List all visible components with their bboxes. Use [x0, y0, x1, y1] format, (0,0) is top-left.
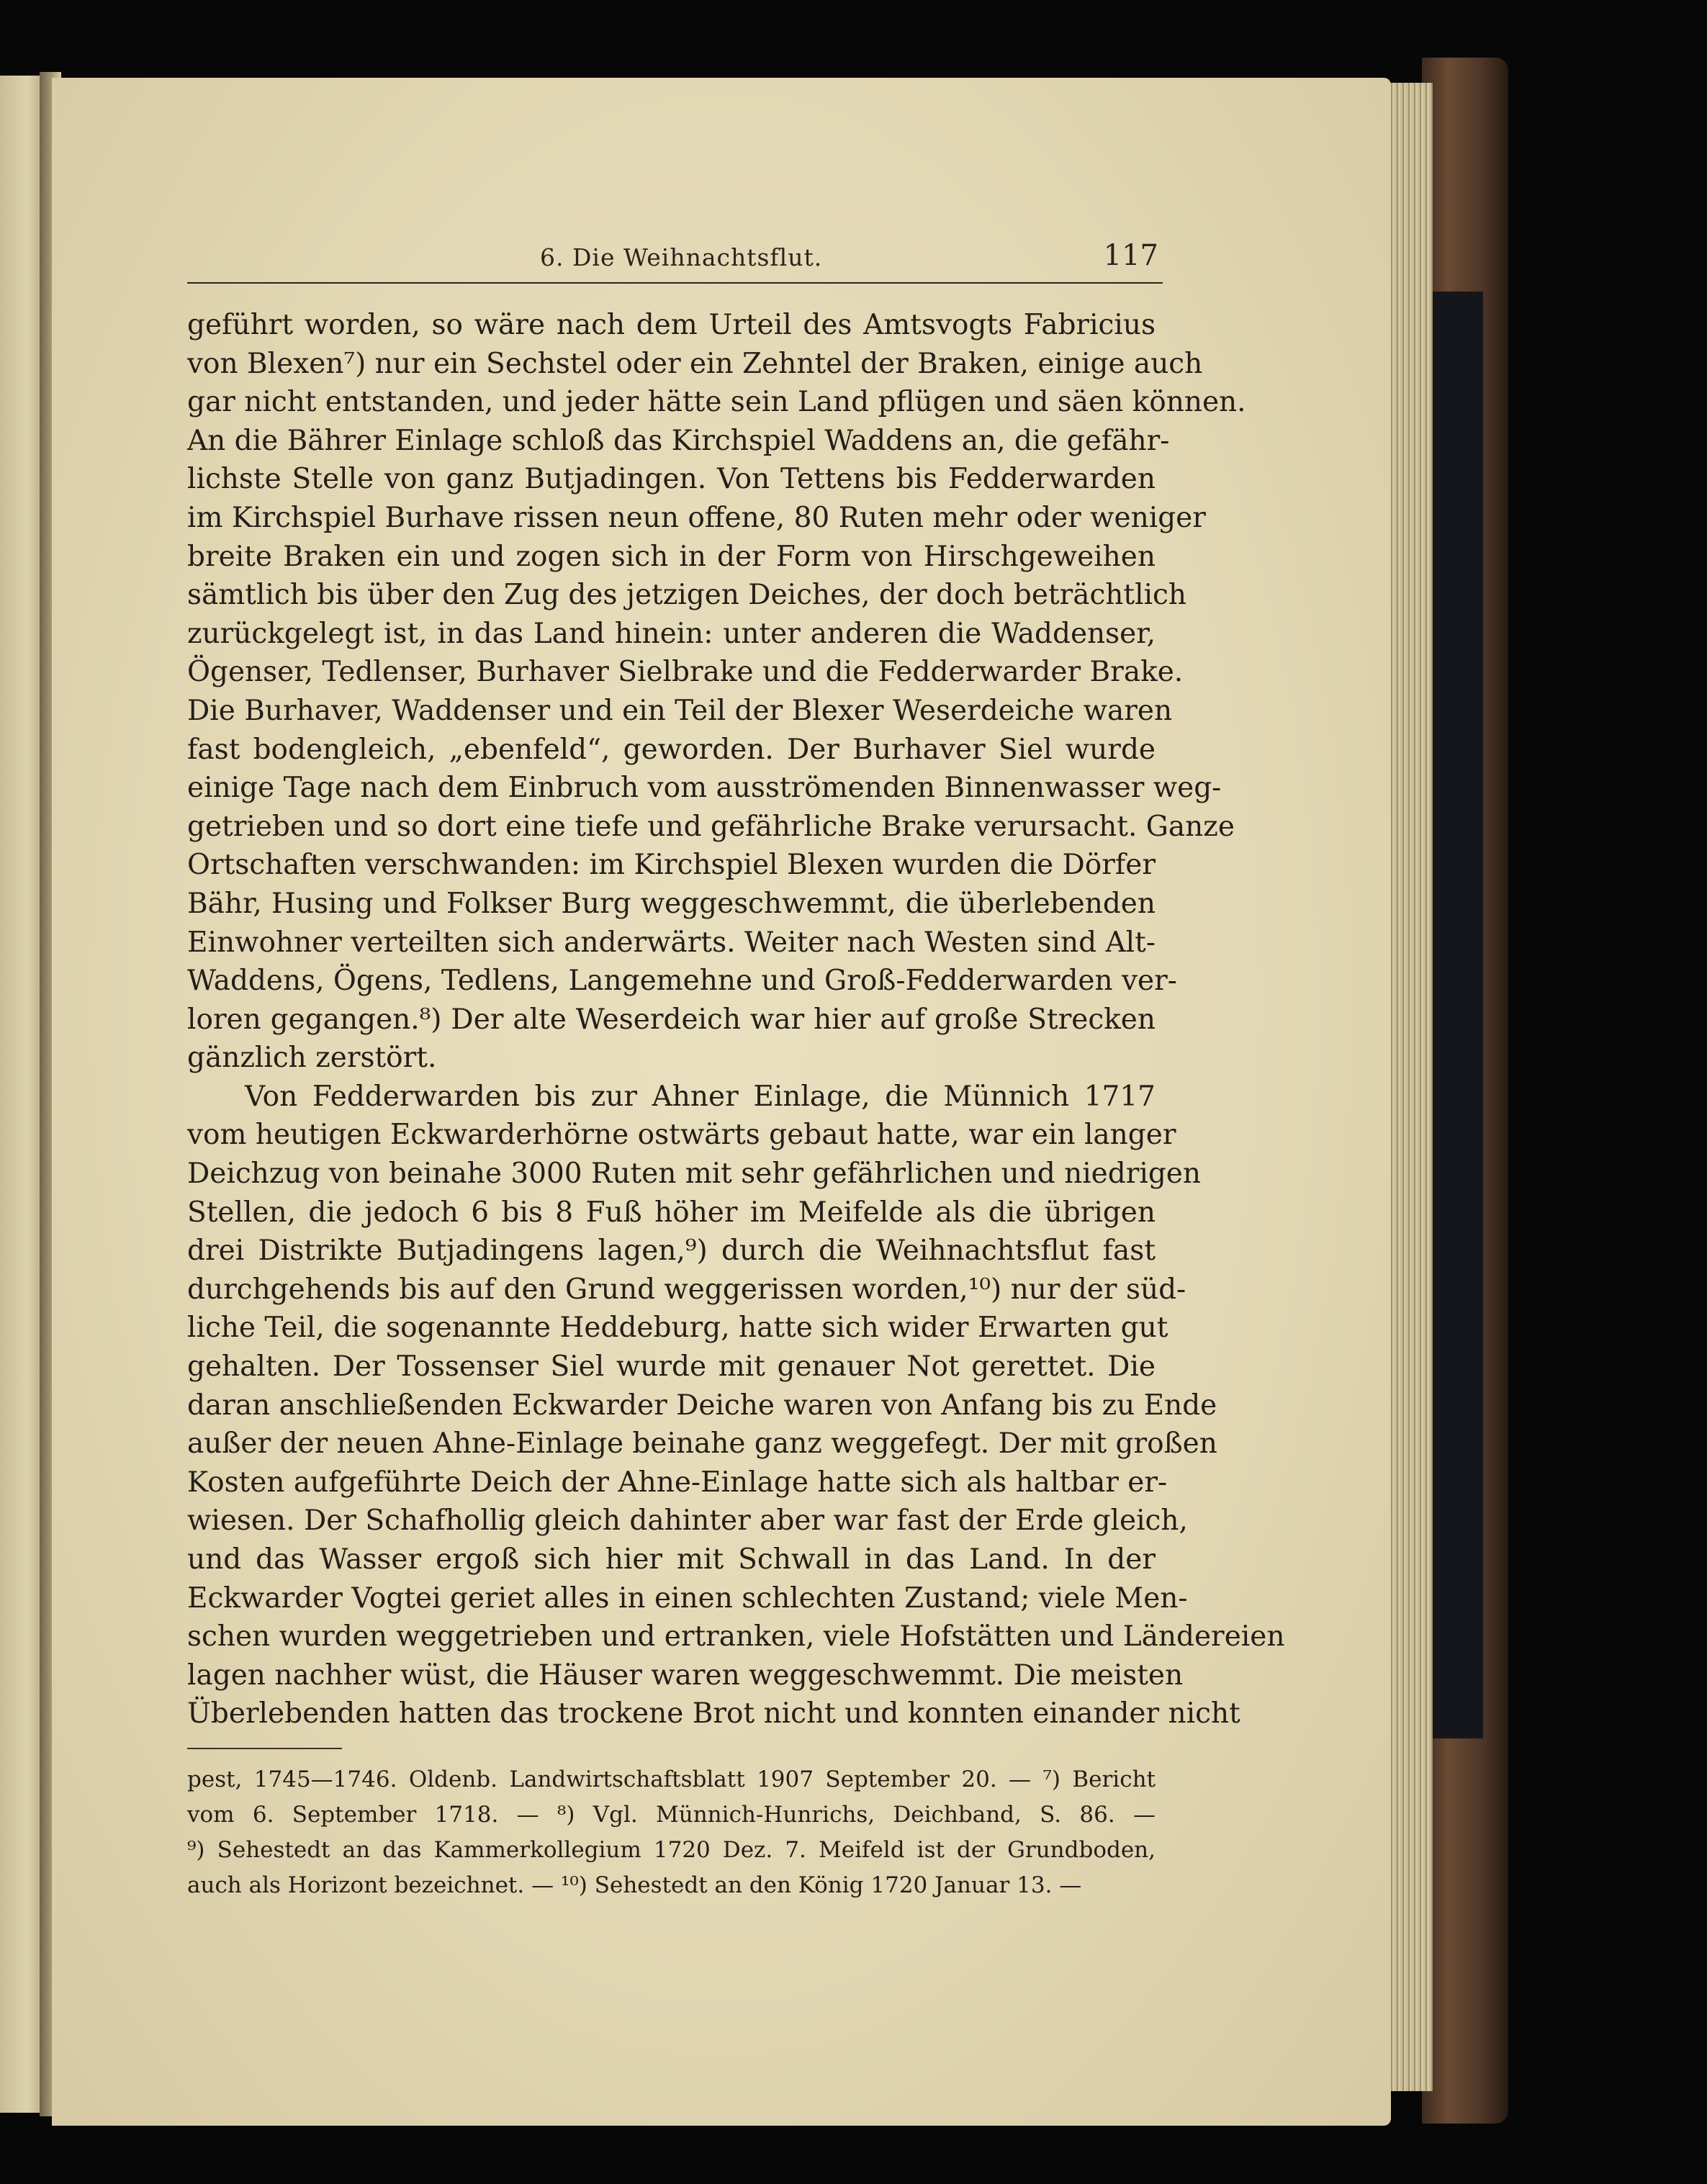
text-line: und das Wasser ergoß sich hier mit Schwall in das Land. In der [187, 1543, 1156, 1576]
footnote-line: pest, 1745—1746. Oldenb. Landwirtschaftsblatt 1907 September 20. — ⁷) Bericht [187, 1766, 1156, 1792]
text-line: wiesen. Der Schafhollig gleich dahinter aber war fast der Erde gleich, [187, 1504, 1188, 1538]
text-line: getrieben und so dort eine tiefe und gefährliche Brake verursacht. Ganze [187, 810, 1235, 843]
text-line: Bähr, Husing und Folkser Burg weggeschwemmt, die überlebenden [187, 887, 1156, 920]
text-line: durchgehends bis auf den Grund weggerissen worden,¹⁰) nur der süd- [187, 1273, 1186, 1306]
text-line: lagen nachher wüst, die Häuser waren weggeschwemmt. Die meisten [187, 1659, 1184, 1692]
footnote-line: ⁹) Sehestedt an das Kammerkollegium 1720 Dez. 7. Meifeld ist der Grundboden, [187, 1837, 1156, 1863]
left-page-edge [0, 76, 45, 2113]
text-line: breite Braken ein und zogen sich in der Form von Hirschgeweihen [187, 540, 1156, 573]
text-line: Die Burhaver, Waddenser und ein Teil der Blexer Weserdeiche waren [187, 694, 1173, 727]
text-line: einige Tage nach dem Einbruch vom ausströmenden Binnenwasser weg- [187, 772, 1222, 805]
text-line: außer der neuen Ahne-Einlage beinahe ganz weggefegt. Der mit großen [187, 1427, 1217, 1461]
text-line: geführt worden, so wäre nach dem Urteil des Amtsvogts Fabricius [187, 309, 1156, 341]
text-line: Eckwarder Vogtei geriet alles in einen schlechten Zustand; viele Men- [187, 1581, 1188, 1615]
text-line: Waddens, Ögens, Tedlens, Langemehne und Groß-Fedderwarden ver- [187, 965, 1177, 998]
text-line: schen wurden weggetrieben und ertranken, viele Hofstätten und Ländereien [187, 1620, 1285, 1653]
text-line: gar nicht entstanden, und jeder hätte sein Land pflügen und säen können. [187, 386, 1246, 419]
text-line: Ögenser, Tedlenser, Burhaver Sielbrake und die Fedderwarder Brake. [187, 656, 1184, 689]
text-line: Deichzug von beinahe 3000 Ruten mit sehr gefährlichen und niedrigen [187, 1158, 1201, 1191]
page-header [187, 239, 1163, 284]
footnotes [187, 1762, 1156, 1903]
text-line: von Blexen⁷) nur ein Sechstel oder ein Zehntel der Braken, einige auch [187, 347, 1203, 380]
text-line: zurückgelegt ist, in das Land hinein: unter anderen die Waddenser, [187, 617, 1156, 650]
page-number: 117 [1103, 239, 1158, 272]
text-line: Überlebenden hatten das trockene Brot nicht und konnten einander nicht [187, 1697, 1240, 1730]
footnote-line: auch als Horizont bezeichnet. — ¹⁰) Sehestedt an den König 1720 Januar 13. — [187, 1872, 1082, 1898]
text-line: liche Teil, die sogenannte Heddeburg, hatte sich wider Erwarten gut [187, 1312, 1168, 1345]
text-line: lichste Stelle von ganz Butjadingen. Von Tettens bis Fedderwarden [187, 463, 1156, 496]
text-line: vom heutigen Eckwarderhörne ostwärts gebaut hatte, war ein langer [187, 1119, 1176, 1152]
text-line: gänzlich zerstört. [187, 1042, 437, 1075]
text-line: drei Distrikte Butjadingens lagen,⁹) durch die Weihnachtsflut fast [187, 1235, 1156, 1268]
text-line: fast bodengleich, „ebenfeld“, geworden. Der Burhaver Siel wurde [187, 733, 1156, 766]
running-head: 6. Die Weihnachtsflut. [540, 243, 823, 271]
text-line: Ortschaften verschwanden: im Kirchspiel Blexen wurden die Dörfer [187, 849, 1156, 882]
text-line: Kosten aufgeführte Deich der Ahne-Einlage hatte sich als haltbar er- [187, 1466, 1168, 1499]
footnote-line: vom 6. September 1718. — ⁸) Vgl. Münnich-Hunrichs, Deichband, S. 86. — [187, 1802, 1156, 1828]
text-line: Stellen, die jedoch 6 bis 8 Fuß höher im Meifelde als die übrigen [187, 1196, 1156, 1229]
text-line: gehalten. Der Tossenser Siel wurde mit genauer Not gerettet. Die [187, 1350, 1156, 1384]
text-line: Einwohner verteilten sich anderwärts. Weiter nach Westen sind Alt- [187, 926, 1156, 959]
footnote-rule [187, 1748, 342, 1749]
body-text [187, 306, 1285, 1733]
text-line: daran anschließenden Eckwarder Deiche waren von Anfang bis zu Ende [187, 1389, 1217, 1422]
text-line: loren gegangen.⁸) Der alte Weserdeich war hier auf große Strecken [187, 1003, 1156, 1036]
text-line: Von Fedderwarden bis zur Ahner Einlage, die Münnich 1717 [245, 1080, 1156, 1113]
text-line: An die Bährer Einlage schloß das Kirchspiel Waddens an, die gefähr- [187, 424, 1170, 457]
text-line: im Kirchspiel Burhave rissen neun offene, 80 Ruten mehr oder weniger [187, 501, 1206, 534]
text-line: sämtlich bis über den Zug des jetzigen Deiches, der doch beträchtlich [187, 579, 1187, 612]
